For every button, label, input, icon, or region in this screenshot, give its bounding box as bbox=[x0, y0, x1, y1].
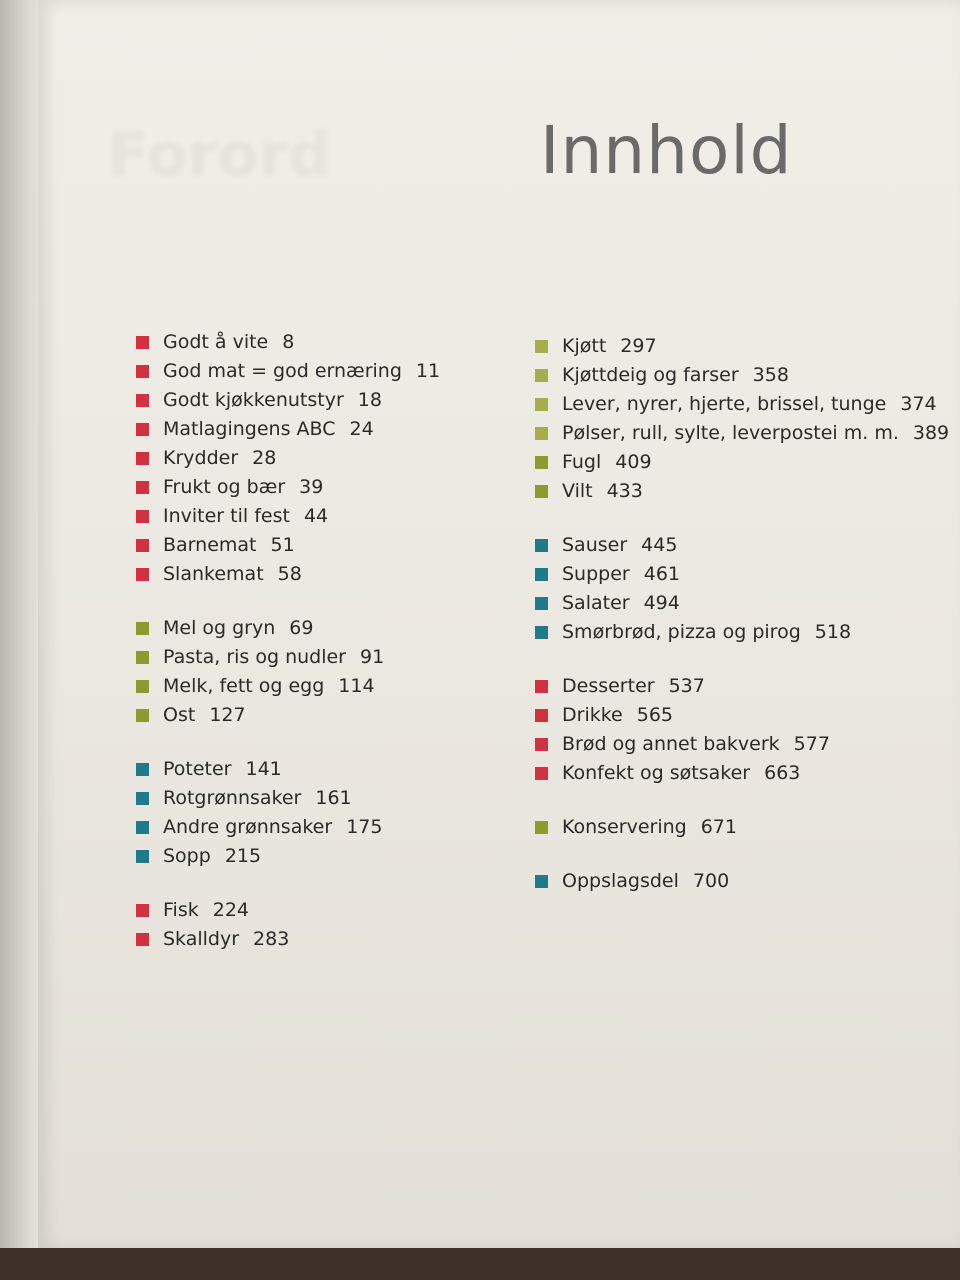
toc-entry-text bbox=[562, 618, 851, 647]
toc-entry-label: Sauser bbox=[562, 534, 628, 556]
toc-entry-page: 39 bbox=[299, 476, 324, 498]
toc-entry-label: Matlagingens ABC bbox=[163, 418, 336, 440]
toc-entry-text bbox=[562, 589, 680, 618]
toc-entry-label: Lever, nyrer, hjerte, brissel, tunge bbox=[562, 393, 887, 415]
toc-entry-page: 297 bbox=[620, 335, 657, 357]
color-square-icon bbox=[136, 904, 149, 917]
color-square-icon bbox=[136, 709, 149, 722]
toc-entry-text bbox=[163, 784, 352, 813]
toc-entry-page: 700 bbox=[692, 870, 730, 892]
toc-entry-page: 461 bbox=[643, 563, 680, 585]
toc-entry-page: 91 bbox=[360, 646, 385, 668]
toc-entry-page: 215 bbox=[224, 845, 262, 867]
toc-entry-label: Mel og gryn bbox=[163, 617, 276, 639]
toc-entry-page: 141 bbox=[245, 758, 282, 780]
color-square-icon bbox=[136, 510, 149, 523]
toc-entry-text bbox=[163, 842, 261, 871]
toc-entry-page: 389 bbox=[912, 422, 950, 444]
toc-entry-text bbox=[562, 672, 705, 701]
toc-entry-label: Barnemat bbox=[163, 534, 257, 556]
toc-entry-label: Konservering bbox=[562, 816, 687, 838]
toc-entry-page: 24 bbox=[349, 418, 374, 440]
toc-entry-text bbox=[562, 867, 729, 896]
toc-entry-label: Inviter til fest bbox=[163, 505, 290, 527]
toc-entry-text bbox=[163, 672, 375, 701]
color-square-icon bbox=[136, 651, 149, 664]
color-square-icon bbox=[535, 485, 548, 498]
color-square-icon bbox=[535, 767, 548, 780]
toc-entry-label: Smørbrød, pizza og pirog bbox=[562, 621, 801, 643]
color-square-icon bbox=[136, 452, 149, 465]
table-surface bbox=[0, 1248, 960, 1280]
toc-entry-label: God mat = god ernæring bbox=[163, 360, 402, 382]
toc-entry-label: Frukt og bær bbox=[163, 476, 286, 498]
toc-entry-text bbox=[562, 560, 680, 589]
toc-entry-page: 283 bbox=[253, 928, 290, 950]
toc-entry-text bbox=[163, 444, 276, 473]
color-square-icon bbox=[136, 933, 149, 946]
color-square-icon bbox=[535, 340, 548, 353]
toc-entry-label: Brød og annet bakverk bbox=[562, 733, 780, 755]
toc-entry-page: 69 bbox=[289, 617, 314, 639]
color-square-icon bbox=[535, 427, 548, 440]
toc-entry-page: 518 bbox=[814, 621, 852, 643]
toc-entry-label: Rotgrønnsaker bbox=[163, 787, 302, 809]
color-square-icon bbox=[136, 792, 149, 805]
page-title: Innhold bbox=[540, 112, 793, 189]
toc-entry-label: Supper bbox=[562, 563, 630, 585]
toc-entry-label: Ost bbox=[163, 704, 196, 726]
toc-entry-page: 161 bbox=[315, 787, 352, 809]
color-square-icon bbox=[136, 394, 149, 407]
color-square-icon bbox=[535, 738, 548, 751]
toc-entry-page: 433 bbox=[606, 480, 643, 502]
toc-entry-label: Fisk bbox=[163, 899, 199, 921]
toc-entry-page: 409 bbox=[615, 451, 652, 473]
toc-entry-text bbox=[562, 477, 643, 506]
color-square-icon bbox=[535, 568, 548, 581]
color-square-icon bbox=[535, 456, 548, 469]
toc-entry-label: Skalldyr bbox=[163, 928, 240, 950]
toc-entry-label: Sopp bbox=[163, 845, 211, 867]
toc-entry-text bbox=[562, 419, 949, 448]
toc-entry-label: Godt å vite bbox=[163, 331, 269, 353]
color-square-icon bbox=[136, 680, 149, 693]
toc-entry-label: Poteter bbox=[163, 758, 232, 780]
color-square-icon bbox=[136, 481, 149, 494]
toc-entry-page: 537 bbox=[668, 675, 705, 697]
color-square-icon bbox=[136, 423, 149, 436]
color-square-icon bbox=[136, 336, 149, 349]
toc-entry-page: 445 bbox=[641, 534, 678, 556]
toc-entry-page: 11 bbox=[415, 360, 441, 382]
color-square-icon bbox=[535, 680, 548, 693]
color-square-icon bbox=[535, 597, 548, 610]
toc-entry-page: 175 bbox=[346, 816, 383, 838]
toc-entry-page: 58 bbox=[277, 563, 302, 585]
toc-entry-page: 51 bbox=[270, 534, 295, 556]
toc-entry-label: Melk, fett og egg bbox=[163, 675, 325, 697]
toc-entry-text bbox=[163, 896, 249, 925]
toc-entry-label: Konfekt og søtsaker bbox=[562, 762, 751, 784]
toc-entry-text bbox=[562, 531, 677, 560]
toc-entry-page: 224 bbox=[212, 899, 249, 921]
toc-entry-page: 114 bbox=[338, 675, 375, 697]
toc-entry-label: Pasta, ris og nudler bbox=[163, 646, 346, 668]
toc-entry-text bbox=[562, 730, 830, 759]
toc-entry-text bbox=[562, 448, 652, 477]
toc-entry-text bbox=[163, 643, 384, 672]
toc-entry-text bbox=[562, 361, 789, 390]
toc-entry-label: Andre grønnsaker bbox=[163, 816, 333, 838]
toc-entry-text bbox=[562, 390, 937, 419]
color-square-icon bbox=[535, 821, 548, 834]
toc-entry-page: 28 bbox=[252, 447, 277, 469]
toc-entry-text bbox=[163, 614, 313, 643]
toc-entry-page: 18 bbox=[357, 389, 382, 411]
color-square-icon bbox=[136, 568, 149, 581]
toc-entry-text bbox=[163, 531, 295, 560]
toc-entry-text bbox=[163, 357, 440, 386]
toc-entry-text bbox=[163, 415, 374, 444]
toc-entry-label: Kjøttdeig og farser bbox=[562, 364, 739, 386]
toc-entry-label: Desserter bbox=[562, 675, 655, 697]
toc-entry-page: 663 bbox=[764, 762, 801, 784]
toc-entry-text bbox=[163, 755, 282, 784]
toc-entry-page: 577 bbox=[793, 733, 830, 755]
toc-entry-text bbox=[562, 701, 673, 730]
toc-entry-text bbox=[163, 502, 328, 531]
toc-entry-text bbox=[163, 328, 294, 357]
color-square-icon bbox=[136, 539, 149, 552]
toc-entry-page: 565 bbox=[636, 704, 674, 726]
toc-entry-page: 358 bbox=[752, 364, 789, 386]
color-square-icon bbox=[136, 763, 149, 776]
toc-entry-page: 127 bbox=[209, 704, 246, 726]
book-spine-shadow bbox=[0, 0, 40, 1280]
toc-entry-label: Krydder bbox=[163, 447, 239, 469]
color-square-icon bbox=[535, 875, 548, 888]
toc-entry-text bbox=[562, 332, 657, 361]
toc-entry-label: Vilt bbox=[562, 480, 593, 502]
show-through-heading: Forord bbox=[108, 120, 332, 190]
toc-entry-text bbox=[163, 473, 323, 502]
toc-entry-text bbox=[562, 813, 737, 842]
toc-entry-label: Salater bbox=[562, 592, 630, 614]
toc-entry-text bbox=[163, 925, 289, 954]
toc-entry-label: Godt kjøkkenutstyr bbox=[163, 389, 344, 411]
toc-entry-page: 44 bbox=[303, 505, 329, 527]
toc-entry-text bbox=[163, 701, 246, 730]
toc-entry-label: Slankemat bbox=[163, 563, 264, 585]
color-square-icon bbox=[535, 539, 548, 552]
toc-entry-page: 671 bbox=[700, 816, 737, 838]
color-square-icon bbox=[535, 709, 548, 722]
toc-entry-label: Oppslagsdel bbox=[562, 870, 679, 892]
toc-entry-text bbox=[163, 813, 382, 842]
toc-entry-text bbox=[163, 386, 382, 415]
color-square-icon bbox=[136, 622, 149, 635]
toc-entry-label: Pølser, rull, sylte, leverpostei m. m. bbox=[562, 422, 899, 444]
color-square-icon bbox=[136, 850, 149, 863]
color-square-icon bbox=[535, 626, 548, 639]
toc-entry-text bbox=[562, 759, 800, 788]
toc-entry-text bbox=[163, 560, 302, 589]
toc-entry-page: 8 bbox=[282, 331, 295, 353]
color-square-icon bbox=[136, 821, 149, 834]
color-square-icon bbox=[535, 369, 548, 382]
toc-entry-page: 494 bbox=[643, 592, 680, 614]
toc-entry-page: 374 bbox=[900, 393, 937, 415]
toc-entry-label: Fugl bbox=[562, 451, 602, 473]
toc-entry-label: Drikke bbox=[562, 704, 623, 726]
toc-entry-label: Kjøtt bbox=[562, 335, 607, 357]
color-square-icon bbox=[136, 365, 149, 378]
color-square-icon bbox=[535, 398, 548, 411]
